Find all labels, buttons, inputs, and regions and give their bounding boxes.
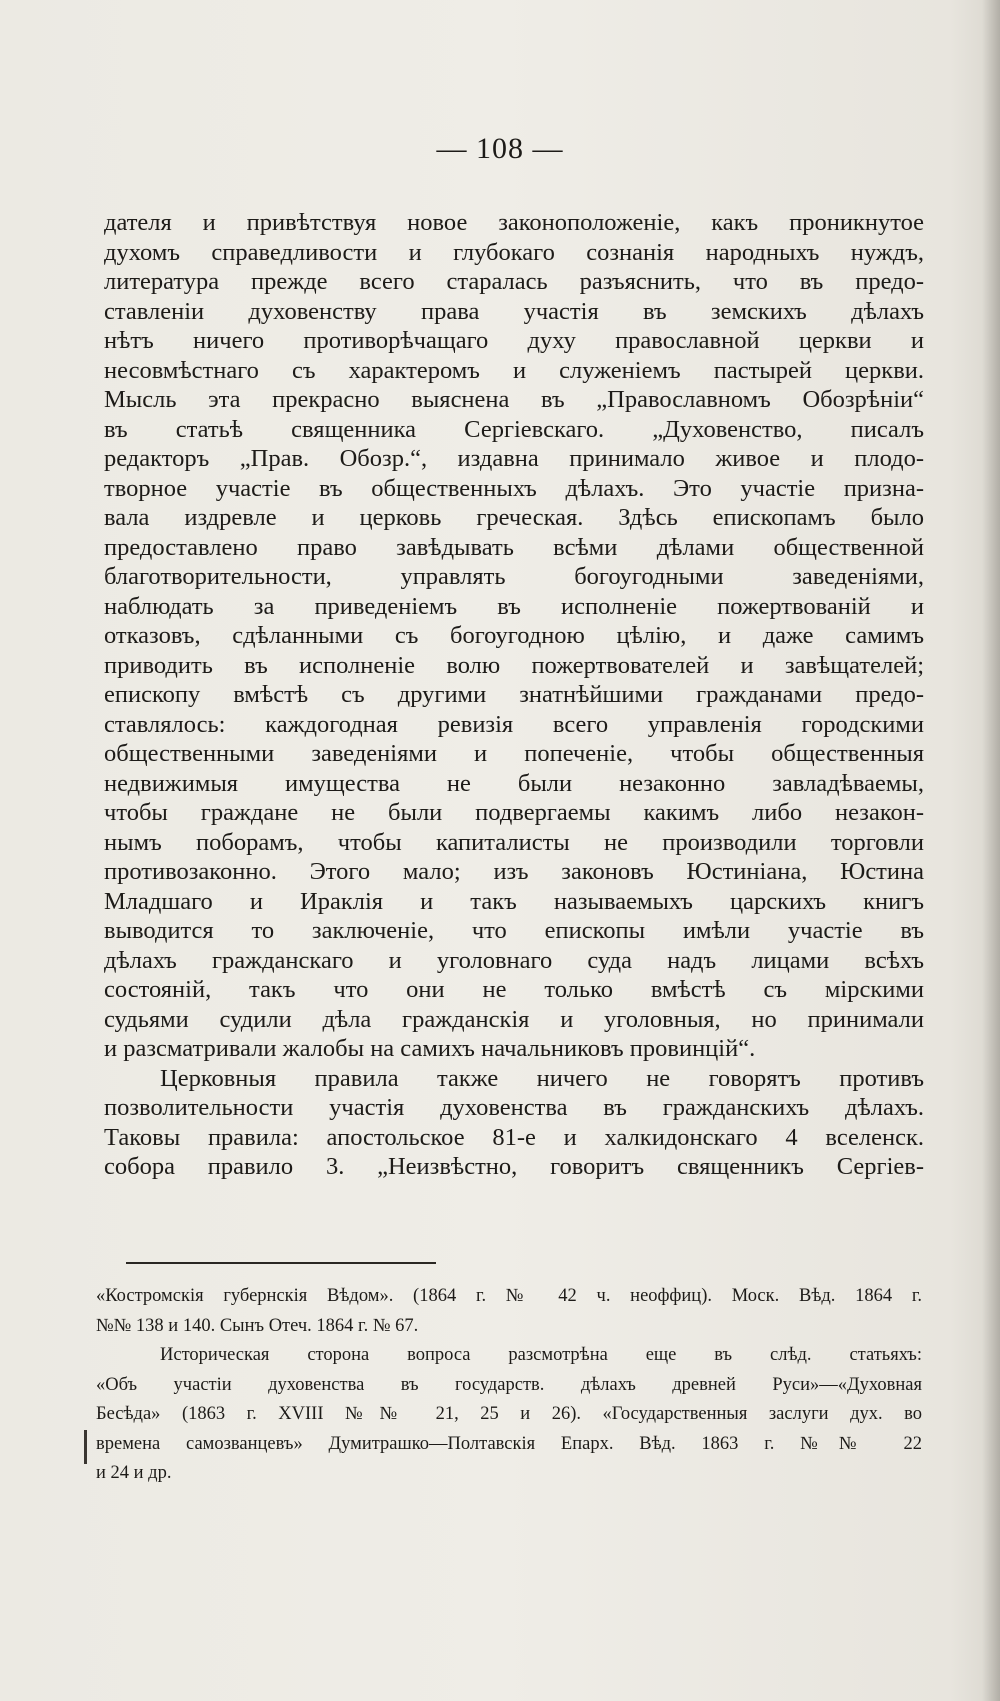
footnote-line: времена самозванцевъ» Думитрашко—Полтавскія Епарх. Вѣд. 1863 г. №№ 22	[96, 1433, 922, 1454]
text-line: ставленіи духовенству права участія въ земскихъ дѣлахъ	[104, 297, 924, 325]
text-line: судьями судили дѣла гражданскія и уголовныя, но принимали	[104, 1005, 924, 1033]
text-line: духомъ справедливости и глубокаго сознанія народныхъ нуждъ,	[104, 238, 924, 266]
text-line: собора правило 3. „Неизвѣстно, говоритъ священникъ Сергіев-	[104, 1153, 924, 1180]
main-text	[104, 208, 924, 1182]
text-line: Таковы правила: апостольское 81-е и халкидонскаго 4 вселенск.	[104, 1123, 924, 1151]
text-line: противозаконно. Этого мало; изъ законовъ Юстиніана, Юстина	[104, 858, 924, 885]
text-line: литература прежде всего старалась разъяснить, что въ предо-	[104, 268, 924, 295]
text-line: Церковныя правила также ничего не говорятъ противъ	[160, 1064, 924, 1092]
text-line: епископу вмѣстѣ съ другими знатнѣйшими гражданами предо-	[104, 681, 924, 708]
text-line: и разсматривали жалобы на самихъ начальниковъ провинцій“.	[104, 1035, 756, 1062]
footnote-line: и 24 и др.	[96, 1463, 172, 1483]
text-line: недвижимыя имущества не были незаконно завладѣваемы,	[104, 769, 924, 797]
text-line: ставлялось: каждогодная ревизія всего управленія городскими	[104, 710, 924, 738]
text-line: редакторъ „Прав. Обозр.“, издавна принимало живое и плодо-	[104, 445, 924, 472]
footnote-line: Бесѣда» (1863 г. XVIII №№ 21, 25 и 26). «Государственныя заслуги дух. во	[96, 1404, 922, 1424]
text-line: чтобы граждане не были подвергаемы какимъ либо незакон-	[104, 799, 924, 826]
text-line: позволительности участія духовенства въ гражданскихъ дѣлахъ.	[104, 1094, 924, 1121]
footnote-line: «Костромскія губернскія Вѣдом». (1864 г. № 42 ч. неоффиц). Моск. Вѣд. 1864 г.	[96, 1286, 922, 1306]
text-line: дѣлахъ гражданскаго и уголовнаго суда надъ лицами всѣхъ	[104, 946, 924, 974]
text-line: приводить въ исполненіе волю пожертвователей и завѣщателей;	[104, 651, 924, 679]
footnote-line: «Объ участіи духовенства въ государств. дѣлахъ древней Руси»—«Духовная	[96, 1374, 922, 1395]
text-line: выводится то заключеніе, что епископы имѣли участіе въ	[104, 917, 924, 944]
text-line: Младшаго и Ираклія и такъ называемыхъ царскихъ книгъ	[104, 887, 924, 915]
text-line: творное участіе въ общественныхъ дѣлахъ. Это участіе призна-	[104, 474, 924, 502]
page-edge-shadow	[982, 0, 1000, 1701]
text-line: благотворительности, управлять богоугодными заведеніями,	[104, 563, 924, 590]
text-line: дателя и привѣтствуя новое законоположеніе, какъ проникнутое	[104, 209, 924, 236]
footnote-line: №№ 138 и 140. Сынъ Отеч. 1864 г. № 67.	[96, 1315, 419, 1336]
text-line: нѣтъ ничего противорѣчащаго духу православной церкви и	[104, 327, 924, 354]
text-line: состояній, такъ что они не только вмѣстѣ съ мірскими	[104, 976, 924, 1003]
footnote-divider	[126, 1262, 436, 1264]
text-line: въ статьѣ священника Сергіевскаго. „Духовенство, писалъ	[104, 415, 924, 443]
text-line: нымъ поборамъ, чтобы капиталисты не производили торговли	[104, 828, 924, 856]
text-line: Мысль эта прекрасно выяснена въ „Православномъ Обозрѣніи“	[104, 386, 924, 413]
text-line: предоставлено право завѣдывать всѣми дѣлами общественной	[104, 533, 924, 561]
text-line: несовмѣстнаго съ характеромъ и служеніемъ пастырей церкви.	[104, 356, 924, 384]
page-number: — 108 —	[436, 132, 564, 165]
margin-pencil-mark	[84, 1430, 87, 1464]
text-line: вала издревле и церковь греческая. Здѣсь епископамъ было	[104, 504, 924, 531]
text-line: наблюдать за приведеніемъ въ исполненіе пожертвованій и	[104, 592, 924, 620]
footnote-line: Историческая сторона вопроса разсмотрѣна еще въ слѣд. статьяхъ:	[160, 1345, 922, 1365]
text-line: отказовъ, сдѣланными съ богоугодною цѣлію, и даже самимъ	[104, 622, 924, 649]
footnotes	[96, 1282, 922, 1489]
text-line: общественными заведеніями и попеченіе, чтобы общественныя	[104, 740, 924, 767]
